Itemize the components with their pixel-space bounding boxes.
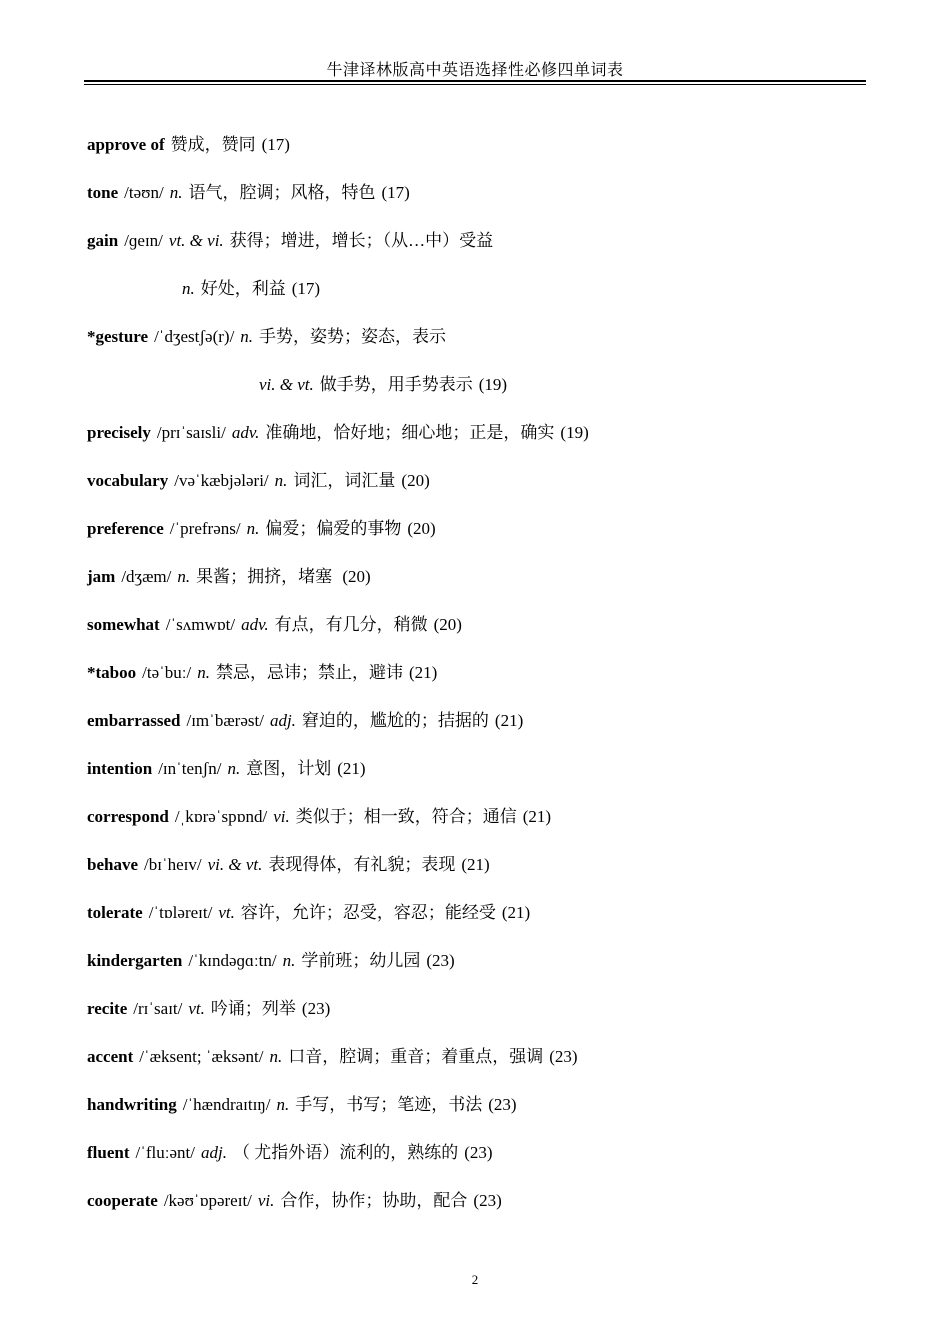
- vocabulary-entry: [87, 995, 887, 1043]
- entry-page-ref: (21): [522, 807, 552, 826]
- entry-definition: 手写，书写；笔迹，书法: [295, 1095, 483, 1114]
- entry-page-ref: (20): [401, 471, 430, 490]
- entry-part-of-speech: vi. & vt.: [259, 375, 314, 394]
- entry-phonetic: /təʊn/: [124, 183, 164, 202]
- vocabulary-entry: [87, 1139, 887, 1187]
- vocabulary-entry: [87, 1187, 887, 1235]
- entry-page-ref: (17): [261, 135, 290, 154]
- entry-phonetic: /ˈtɒləreɪt/: [148, 903, 213, 922]
- entry-word: fluent: [87, 1143, 130, 1162]
- entry-part-of-speech: n.: [276, 1095, 290, 1114]
- entry-word: preference: [87, 519, 164, 538]
- entry-definition: 准确地，恰好地；细心地；正是，确实: [265, 423, 555, 442]
- entry-phonetic: /təˈbuː/: [142, 663, 192, 682]
- entry-word: kindergarten: [87, 951, 183, 970]
- vocabulary-entry: [87, 899, 887, 947]
- entry-phonetic: /ɪnˈtenʃn/: [158, 759, 222, 778]
- entry-word: approve of: [87, 135, 165, 154]
- entry-definition: （ 尤指外语）流利的，熟练的: [232, 1143, 459, 1162]
- vocabulary-entry: [87, 707, 887, 755]
- entry-page-ref: (21): [461, 855, 490, 874]
- entry-word: jam: [87, 567, 116, 586]
- entry-word: gain: [87, 231, 119, 250]
- entry-part-of-speech: vi. & vt.: [207, 855, 263, 874]
- entry-part-of-speech: n.: [227, 759, 241, 778]
- entry-phonetic: /vəˈkæbjələri/: [174, 471, 269, 490]
- entry-page-ref: (21): [494, 711, 524, 730]
- entry-definition: 窘迫的，尴尬的；拮据的: [301, 711, 489, 730]
- entry-word: *taboo: [87, 663, 137, 682]
- entry-word: recite: [87, 999, 128, 1018]
- entry-definition: 做手势，用手势表示: [319, 375, 473, 394]
- vocabulary-entry: [87, 755, 887, 803]
- entry-phonetic: /ˈhændraɪtɪŋ/: [182, 1095, 271, 1114]
- vocabulary-entry: [87, 467, 887, 515]
- entry-page-ref: (20): [407, 519, 436, 538]
- entry-part-of-speech: adj.: [269, 711, 296, 730]
- entry-definition: 容许，允许；忍受，容忍；能经受: [240, 903, 496, 922]
- entry-phonetic: /bɪˈheɪv/: [144, 855, 202, 874]
- entry-part-of-speech: n.: [274, 471, 288, 490]
- entry-part-of-speech: vt.: [188, 999, 205, 1018]
- entry-page-ref: (21): [501, 903, 531, 922]
- entry-part-of-speech: adv.: [231, 423, 260, 442]
- entry-word: somewhat: [87, 615, 160, 634]
- entry-part-of-speech: n.: [182, 279, 195, 298]
- entry-part-of-speech: vi.: [257, 1191, 275, 1210]
- entry-definition: 偏爱；偏爱的事物: [265, 519, 402, 538]
- entry-page-ref: (23): [549, 1047, 578, 1066]
- entry-phonetic: /ɡeɪn/: [124, 231, 163, 250]
- entry-definition: 合作，协作；协助，配合: [280, 1191, 468, 1210]
- entry-part-of-speech: vt.: [218, 903, 235, 922]
- vocabulary-entry: [87, 851, 887, 899]
- entry-definition: 语气，腔调；风格，特色: [188, 183, 376, 202]
- entry-word: tone: [87, 183, 119, 202]
- entry-part-of-speech: vi.: [273, 807, 290, 826]
- entry-part-of-speech: adj.: [200, 1143, 227, 1162]
- vocabulary-entry: [87, 371, 887, 419]
- header-divider-thin: [84, 84, 866, 85]
- entry-phonetic: /ˈæksent; ˈæksənt/: [139, 1047, 264, 1066]
- entry-phonetic: /ˈdʒestʃə(r)/: [154, 327, 235, 346]
- entry-page-ref: (19): [478, 375, 508, 394]
- entry-word: behave: [87, 855, 138, 874]
- entry-part-of-speech: n.: [197, 663, 210, 682]
- entry-word: accent: [87, 1047, 134, 1066]
- entry-definition: 词汇，词汇量: [293, 471, 396, 490]
- entry-definition: 有点，有几分，稍微: [274, 615, 428, 634]
- vocabulary-entry: [87, 227, 887, 275]
- entry-phonetic: /prɪˈsaɪsli/: [156, 423, 226, 442]
- entry-part-of-speech: n.: [169, 183, 183, 202]
- entry-phonetic: /kəʊˈɒpəreɪt/: [163, 1191, 252, 1210]
- entry-page-ref: (21): [337, 759, 366, 778]
- entry-page-ref: (20): [338, 567, 371, 586]
- entry-page-ref: (17): [291, 279, 321, 298]
- entry-page-ref: (23): [301, 999, 331, 1018]
- entry-definition: 获得；增进，增长；（从…中）受益: [229, 231, 494, 250]
- entry-part-of-speech: n.: [282, 951, 296, 970]
- entry-word: correspond: [87, 807, 169, 826]
- entry-phonetic: /dʒæm/: [121, 567, 172, 586]
- vocabulary-entry: [87, 323, 887, 371]
- entry-definition: 学前班；幼儿园: [301, 951, 421, 970]
- entry-definition: 吟诵；列举: [210, 999, 296, 1018]
- vocabulary-entry: [87, 659, 887, 707]
- entry-definition: 果酱；拥挤，堵塞: [196, 567, 333, 586]
- vocabulary-entry: [87, 611, 887, 659]
- vocabulary-entry: [87, 131, 887, 179]
- entry-definition: 好处，利益: [200, 279, 286, 298]
- entry-word: *gesture: [87, 327, 149, 346]
- vocabulary-entry: [87, 1043, 887, 1091]
- entry-word: precisely: [87, 423, 151, 442]
- entry-definition: 禁忌，忌讳；禁止，避讳: [215, 663, 403, 682]
- entry-definition: 赞成，赞同: [170, 135, 256, 154]
- page-header-title: 牛津译林版高中英语选择性必修四单词表: [326, 62, 624, 79]
- entry-phonetic: /rɪˈsaɪt/: [133, 999, 183, 1018]
- entry-phonetic: /ˈsʌmwɒt/: [165, 615, 236, 634]
- entry-definition: 意图，计划: [246, 759, 332, 778]
- entry-definition: 手势，姿势；姿态，表示: [259, 327, 447, 346]
- entry-part-of-speech: adv.: [241, 615, 269, 634]
- entry-page-ref: (21): [408, 663, 438, 682]
- entry-phonetic: /ˈfluːənt/: [135, 1143, 195, 1162]
- entry-page-ref: (17): [381, 183, 410, 202]
- vocabulary-entry: [87, 803, 887, 851]
- vocabulary-entry: [87, 1091, 887, 1139]
- entry-phonetic: /ɪmˈbærəst/: [186, 711, 264, 730]
- entry-word: embarrassed: [87, 711, 181, 730]
- entry-word: vocabulary: [87, 471, 169, 490]
- entry-word: tolerate: [87, 903, 143, 922]
- entry-page-ref: (23): [464, 1143, 493, 1162]
- entry-phonetic: /ˌkɒrəˈspɒnd/: [174, 807, 268, 826]
- entry-part-of-speech: n.: [246, 519, 260, 538]
- entry-definition: 表现得体，有礼貌；表现: [268, 855, 456, 874]
- entry-word: cooperate: [87, 1191, 158, 1210]
- vocabulary-entry: [87, 179, 887, 227]
- entry-phonetic: /ˈprefrəns/: [169, 519, 241, 538]
- vocabulary-entry: [87, 563, 887, 611]
- entry-part-of-speech: n.: [269, 1047, 283, 1066]
- entry-word: handwriting: [87, 1095, 177, 1114]
- entry-definition: 口音，腔调；重音；着重点，强调: [288, 1047, 544, 1066]
- entry-part-of-speech: n.: [240, 327, 254, 346]
- vocabulary-entry: [87, 947, 887, 995]
- page-number: 2: [471, 1272, 479, 1287]
- entry-page-ref: (23): [426, 951, 455, 970]
- entry-word: intention: [87, 759, 153, 778]
- vocabulary-entry: [87, 515, 887, 563]
- entry-page-ref: (20): [433, 615, 462, 634]
- entry-part-of-speech: n.: [177, 567, 191, 586]
- entry-definition: 类似于；相一致，符合；通信: [295, 807, 517, 826]
- vocabulary-entry: [87, 275, 887, 323]
- entry-phonetic: /ˈkɪndəɡɑːtn/: [188, 951, 277, 970]
- vocabulary-list: [87, 131, 887, 1235]
- entry-page-ref: (23): [473, 1191, 502, 1210]
- vocabulary-entry: [87, 419, 887, 467]
- entry-part-of-speech: vt. & vi.: [168, 231, 224, 250]
- entry-page-ref: (19): [560, 423, 589, 442]
- header-divider: [84, 80, 866, 82]
- entry-page-ref: (23): [488, 1095, 517, 1114]
